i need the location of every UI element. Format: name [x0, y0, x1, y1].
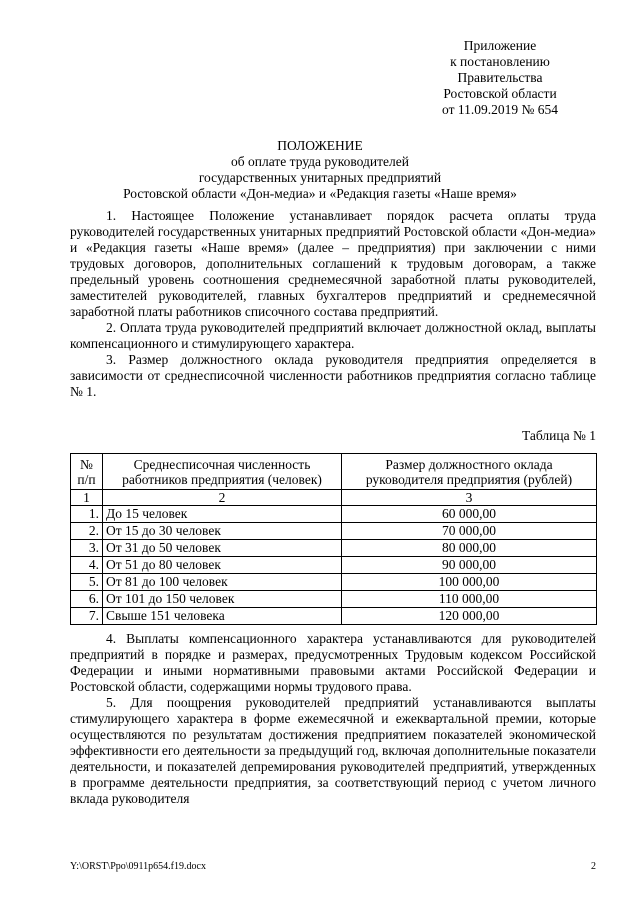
table-row	[71, 574, 597, 591]
row-range: От 81 до 100 человек	[103, 574, 342, 591]
appendix-line: Правительства	[457, 70, 543, 85]
table-caption: Таблица № 1	[522, 428, 596, 443]
header-num: № п/п	[71, 454, 103, 490]
title-line: Ростовской области «Дон-медиа» и «Редакция газеты «Наше время»	[123, 186, 517, 201]
row-num: 4.	[71, 557, 103, 574]
paragraph-4: 4. Выплаты компенсационного характера устанавливаются для руководителей предприятий в порядке и размерах, предусмотренных Трудовым кодексом Российской Федерации и иными нормативными правовыми актами Российской Федерации и Ростовской области, содержащими нормы трудового права.	[70, 631, 596, 694]
appendix-line: к постановлению	[450, 54, 550, 69]
row-num: 5.	[71, 574, 103, 591]
row-range: До 15 человек	[103, 506, 342, 523]
document-title	[40, 138, 600, 202]
table-row	[71, 557, 597, 574]
row-range: От 15 до 30 человек	[103, 523, 342, 540]
row-num: 1.	[71, 506, 103, 523]
row-salary: 100 000,00	[342, 574, 597, 591]
row-num: 3.	[71, 540, 103, 557]
paragraph-3: 3. Размер должностного оклада руководителя предприятия определяется в зависимости от среднесписочной численности работников предприятия согласно таблице № 1.	[70, 352, 596, 399]
file-path: Y:\ORST\Ppo\0911p654.f19.docx	[70, 861, 206, 872]
index-cell: 2	[103, 490, 342, 506]
table-header-row	[71, 454, 597, 490]
title-heading: ПОЛОЖЕНИЕ	[277, 138, 363, 153]
table-row	[71, 506, 597, 523]
row-num: 7.	[71, 608, 103, 625]
table-index-row	[71, 490, 597, 506]
appendix-header	[400, 38, 600, 118]
title-line: об оплате труда руководителей	[231, 154, 409, 169]
body-text-top	[70, 208, 596, 400]
row-salary: 90 000,00	[342, 557, 597, 574]
row-salary: 80 000,00	[342, 540, 597, 557]
salary-table	[70, 453, 597, 625]
header-range: Среднесписочная численность работников предприятия (человек)	[103, 454, 342, 490]
appendix-line: от 11.09.2019 № 654	[442, 102, 558, 117]
row-salary: 120 000,00	[342, 608, 597, 625]
paragraph-2: 2. Оплата труда руководителей предприятий включает должностной оклад, выплаты компенсационного и стимулирующего характера.	[70, 320, 596, 351]
paragraph-5: 5. Для поощрения руководителей предприятий устанавливаются выплаты стимулирующего характера в форме ежемесячной и ежеквартальной премии, которые осуществляются по результатам достижения предприятием показателей экономической эффективности его деятельности за предыдущий год, включая дополнительные показатели деятельности, и показателей депремирования руководителей предприятий, утвержденных в программе деятельности предприятия, за соответствующий период с учетом личного вклада руководителя	[70, 695, 596, 806]
page-number: 2	[591, 861, 596, 872]
row-range: Свыше 151 человека	[103, 608, 342, 625]
title-line: государственных унитарных предприятий	[198, 170, 442, 185]
row-num: 6.	[71, 591, 103, 608]
row-num: 2.	[71, 523, 103, 540]
body-text-bottom	[70, 631, 596, 807]
table-row	[71, 591, 597, 608]
header-salary: Размер должностного оклада руководителя предприятия (рублей)	[342, 454, 597, 490]
row-range: От 101 до 150 человек	[103, 591, 342, 608]
appendix-line: Ростовской области	[443, 86, 557, 101]
row-range: От 51 до 80 человек	[103, 557, 342, 574]
appendix-line: Приложение	[463, 38, 537, 53]
row-range: От 31 до 50 человек	[103, 540, 342, 557]
row-salary: 110 000,00	[342, 591, 597, 608]
paragraph-1: 1. Настоящее Положение устанавливает порядок расчета оплаты труда руководителей государственных унитарных предприятий Ростовской области «Дон-медиа» и «Редакция газеты «Наше время» (далее – предприятия) при заключении с ними трудовых договоров, дополнительных соглашений к трудовым договорам, а также предельный уровень соотношения среднемесячной заработной платы руководителей, заместителей руководителей, главных бухгалтеров предприятий и среднемесячной заработной платы работников списочного состава предприятий.	[70, 208, 596, 319]
table-row	[71, 523, 597, 540]
row-salary: 70 000,00	[342, 523, 597, 540]
row-salary: 60 000,00	[342, 506, 597, 523]
table-row	[71, 540, 597, 557]
index-cell: 3	[342, 490, 597, 506]
table-row	[71, 608, 597, 625]
index-cell: 1	[71, 490, 103, 506]
